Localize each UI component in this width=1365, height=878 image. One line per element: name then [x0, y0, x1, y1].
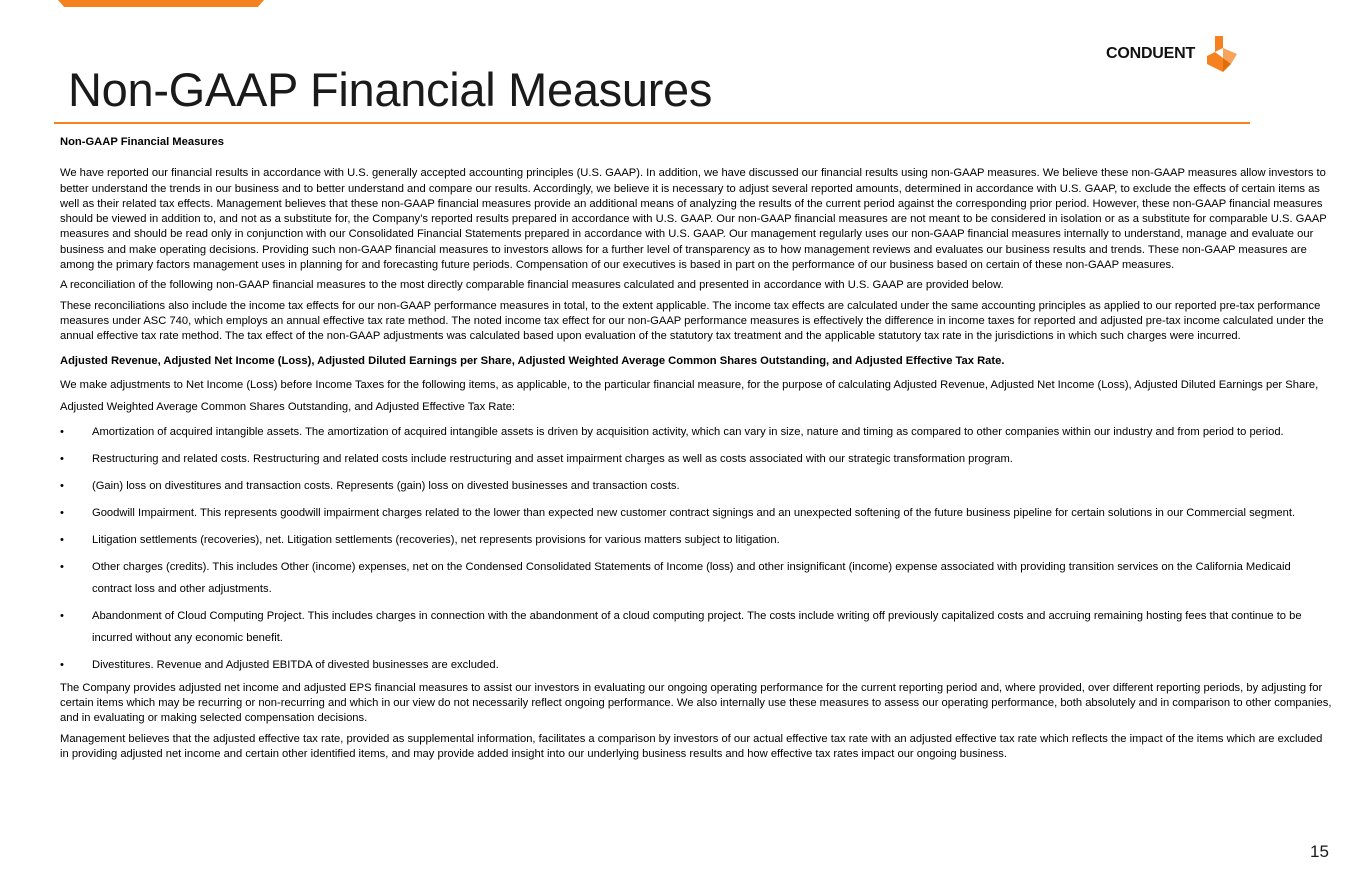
adjustments-intro: We make adjustments to Net Income (Loss) before Income Taxes for the following items, as applicable, to the particular financial measure, for the purpose of calculating Adjusted Revenue, Adjusted Net Income (Loss), Adjusted Diluted Earnings per Share, Adjusted Weighted Average Common Shares Outstanding, and Adjusted Effective Tax Rate: [60, 378, 1319, 413]
bullet-dot: • [60, 452, 64, 465]
company-logo [1106, 34, 1241, 74]
list-item-text: Goodwill Impairment. This represents goodwill impairment charges related to the lower than expected new customer contract signings and an unexpected softening of the future business pipeline for certain solutions in our Commercial segment. [92, 506, 1296, 519]
bullet-dot: • [60, 479, 64, 492]
adjusted-measures-heading: Adjusted Revenue, Adjusted Net Income (Loss), Adjusted Diluted Earnings per Share, Adjusted Weighted Average Common Shares Outstanding, and Adjusted Effective Tax Rate. [60, 354, 1005, 367]
bullet-dot: • [60, 560, 64, 573]
list-item-text: (Gain) loss on divestitures and transaction costs. Represents (gain) loss on divested businesses and transaction costs. [92, 479, 680, 492]
list-item [60, 475, 1332, 497]
page-title: Non-GAAP Financial Measures [68, 63, 713, 116]
bullet-dot: • [60, 609, 64, 622]
bullet-dot: • [60, 425, 64, 438]
list-item-text: Restructuring and related costs. Restructuring and related costs include restructuring and asset impairment charges as well as costs associated with our strategic transformation program. [92, 452, 1013, 465]
section-heading: Non-GAAP Financial Measures [60, 136, 224, 148]
list-item-text: Other charges (credits). This includes Other (income) expenses, net on the Condensed Consolidated Statements of Income (loss) and other insignificant (income) expense associated with providing transition services on the California Medicaid contract loss and other adjustments. [92, 560, 1291, 595]
list-item-text: Amortization of acquired intangible assets. The amortization of acquired intangible assets is driven by acquisition activity, which can vary in size, nature and timing as compared to other companies within our industry and from period to period. [92, 425, 1284, 438]
paragraph-tax-effects: These reconciliations also include the income tax effects for our non-GAAP performance measures in total, to the extent applicable. The income tax effects are calculated under the same accounting principles as applied to our reported pre-tax performance measures under ASC 740, which employs an annual effective tax rate method. The noted income tax effect for our non-GAAP performance measures is effectively the difference in income taxes for reported and adjusted pre-tax income calculated under the annual effective tax rate method. The tax effect of the non-GAAP adjustments was calculated based upon evaluation of the statutory tax treatment and the applicable statutory tax rate in the jurisdictions in which such charges were incurred. [60, 299, 1324, 343]
bullet-dot: • [60, 533, 64, 546]
list-item [60, 529, 1332, 551]
list-item [60, 654, 1332, 676]
paragraph-reconciliation: A reconciliation of the following non-GAAP financial measures to the most directly comparable financial measures calculated and presented in accordance with U.S. GAAP are provided below. [60, 279, 1004, 292]
list-item [60, 605, 1332, 649]
top-accent-bar [58, 0, 264, 7]
conduent-logo-icon [1201, 34, 1241, 74]
list-item [60, 448, 1332, 470]
paragraph-effective-tax-rate: Management believes that the adjusted effective tax rate, provided as supplemental information, facilitates a comparison by investors of our actual effective tax rate with an adjusted effective tax rate which reflects the impact of the items which are excluded in providing adjusted net income and certain other identified items, and may provide added insight into our underlying business results and how effective tax rates impact our ongoing business. [60, 732, 1323, 761]
bullet-dot: • [60, 506, 64, 519]
adjustments-list [60, 421, 1332, 676]
list-item-text: Abandonment of Cloud Computing Project. This includes charges in connection with the abandonment of a cloud computing project. The costs include writing off previously capitalized costs and accruing remaining hosting fees that continue to be incurred without any economic benefit. [92, 609, 1302, 644]
list-item-text: Divestitures. Revenue and Adjusted EBITDA of divested businesses are excluded. [92, 658, 499, 671]
title-divider [54, 122, 1250, 124]
paragraph-adjusted-eps: The Company provides adjusted net income and adjusted EPS financial measures to assist our investors in evaluating our ongoing operating performance for the current reporting period and, where provided, over different reporting periods, by adjusting for certain items which may be recurring or non-recurring and which in our view do not necessarily reflect ongoing performance. We also internally use these measures to assess our operating performance, both absolutely and in comparison to other companies, and in evaluating or making selected compensation decisions. [60, 681, 1332, 725]
list-item-text: Litigation settlements (recoveries), net. Litigation settlements (recoveries), net represents provisions for various matters subject to litigation. [92, 533, 780, 546]
logo-text: CONDUENT [1106, 45, 1196, 62]
page-number: 15 [1310, 842, 1329, 861]
paragraph-overview: We have reported our financial results in accordance with U.S. generally accepted accounting principles (U.S. GAAP). In addition, we have discussed our financial results using non-GAAP measures. We believe these non-GAAP measures allow investors to better understand the trends in our business and to better understand and compare our results. Accordingly, we believe it is necessary to adjust several reported amounts, determined in accordance with U.S. GAAP, to exclude the effects of certain items as well as their related tax effects. Management believes that these non-GAAP financial measures provide an additional means of analyzing the results of the current period against the corresponding prior period. However, these non-GAAP financial measures should be viewed in addition to, and not as a substitute for, the Company’s reported results prepared in accordance with U.S. GAAP. Our non-GAAP financial measures are not meant to be considered in isolation or as a substitute for comparable U.S. GAAP measures and should be read only in conjunction with our Consolidated Financial Statements prepared in accordance with U.S. GAAP. Our management regularly uses our non-GAAP financial measures internally to understand, manage and evaluate our business and make operating decisions. Providing such non-GAAP financial measures to investors allows for a further level of transparency as to how management reviews and evaluates our business results and trends. These non-GAAP measures are among the primary factors management uses in planning for and forecasting future periods. Compensation of our executives is based in part on the performance of our business based on certain of these non-GAAP measures. [60, 167, 1327, 272]
bullet-dot: • [60, 658, 64, 671]
content-body [60, 135, 1332, 762]
list-item [60, 421, 1332, 443]
list-item [60, 502, 1332, 524]
list-item [60, 556, 1332, 600]
